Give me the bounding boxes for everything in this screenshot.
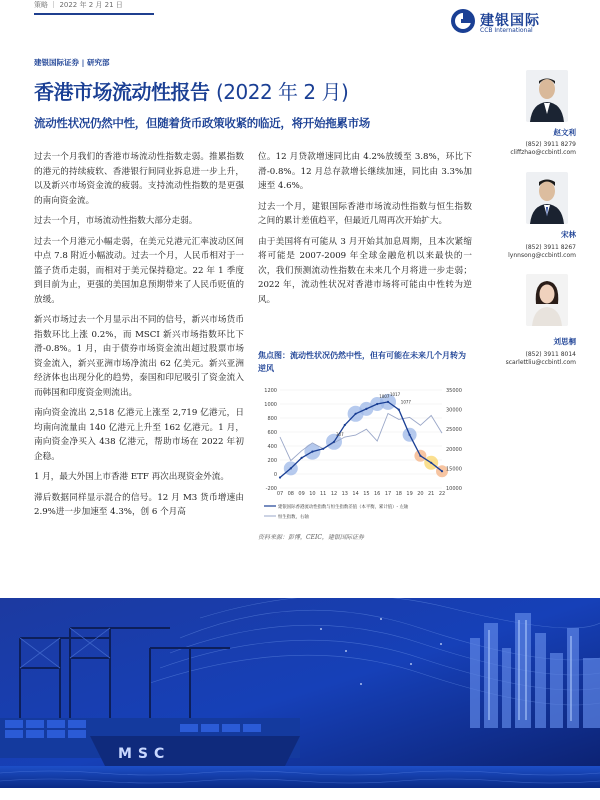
y-right-tick-label: 30000	[446, 407, 462, 414]
paragraph: 由于美国将有可能从 3 月开始其加息周期，且本次紧缩将可能是 2007-2009 年全球金融危机以来最快的一次，我们预测流动性指数在未来几个月将进一步走弱；2022 年，流动性状况对香港市场将可能由中性转为逆风。	[258, 236, 472, 305]
paragraph: 过去一个月，建银国际香港市场流动性指数与恒生指数之间的累计差值趋平，但最近几周再次开始扩大。	[258, 201, 472, 226]
report-subtitle: 流动性状况仍然中性，但随着货币政策收紧的临近，将开始拖累市场	[34, 116, 370, 130]
ship-label: MSC	[118, 746, 171, 762]
report-title-date: (2022 年 2 月)	[215, 80, 349, 104]
y-left-tick-label: 1200	[264, 388, 277, 394]
analyst-name: 宋林	[561, 230, 576, 239]
series-liquidity-point	[419, 455, 421, 457]
series-liquidity-point	[344, 424, 346, 426]
report-topline: 策略 ｜ 2022 年 2 月 21 日	[34, 1, 123, 9]
y-left-tick-label: 200	[267, 458, 277, 464]
paragraph: 位。12 月贷款增速同比由 4.2%放缓至 3.8%，环比下滑-0.8%。12 月总存款增长继续加速，同比由 3.3%加速至 4.6%。	[258, 152, 472, 191]
analyst-card	[478, 70, 578, 160]
x-tick-label: 07	[276, 491, 284, 497]
ccbi-logo-icon	[450, 8, 476, 34]
analyst-photo	[526, 70, 568, 122]
point-annotation: 1077	[400, 399, 411, 405]
port-city-banner	[0, 598, 600, 788]
y-left-tick-label: 1000	[264, 402, 277, 408]
analyst-avatar-icon	[526, 172, 568, 224]
body-column-right	[258, 150, 472, 313]
report-title-main: 香港市场流动性报告	[34, 80, 216, 104]
series-liquidity-point	[365, 408, 367, 410]
series-liquidity-point	[333, 441, 335, 443]
series-liquidity-point	[355, 413, 357, 415]
analyst-email[interactable]: cliffzhao@ccbintl.com	[510, 149, 576, 156]
analyst-phone: (852) 3911 8014	[525, 351, 576, 358]
paragraph: 过去一个月，市场流动性指数大部分走弱。	[34, 216, 198, 226]
analyst-email[interactable]: lynnsong@ccbintl.com	[508, 252, 576, 259]
series-liquidity-point	[441, 470, 443, 472]
y-left-tick-label: 0	[273, 472, 277, 478]
analyst-name: 刘思桐	[553, 337, 576, 346]
point-annotation: 1007	[379, 394, 390, 399]
footer-strip	[0, 790, 600, 800]
y-right-tick-label: 15000	[446, 466, 462, 473]
x-tick-label: 17	[384, 491, 392, 497]
series-liquidity-point	[398, 409, 400, 411]
series-liquidity-point	[376, 403, 378, 405]
body-column-left	[34, 150, 244, 526]
paragraph: 过去一个月我们的香港市场流动性指数走弱。推累指数的港元的持续疲软、香港银行间同业拆息进一步上升，以及新兴市场资金流的疲弱。支持流动性指数的是更强的南向资金流。	[34, 152, 244, 206]
x-tick-label: 13	[341, 491, 348, 497]
analyst-photo	[526, 274, 568, 326]
x-tick-label: 11	[320, 491, 327, 497]
x-tick-label: 18	[395, 491, 402, 497]
series-liquidity-point	[387, 401, 389, 403]
header-rule	[34, 13, 154, 15]
analyst-photo	[526, 172, 568, 224]
liquidity-chart	[258, 384, 472, 526]
series-liquidity-point	[290, 467, 292, 469]
analyst-phone: (852) 3911 8279	[525, 141, 576, 148]
report-title	[34, 76, 348, 105]
analyst-card	[478, 172, 578, 262]
analyst-avatar-icon	[526, 70, 568, 122]
paragraph: 滞后数据同样显示混合的信号。12 月 M3 货币增速由 2.9%进一步加速至 4.3%，创 6 个月高	[34, 492, 244, 517]
x-tick-label: 08	[287, 491, 294, 497]
ccbi-logo	[450, 8, 575, 36]
paragraph: 南向资金流出 2,518 亿港元上涨至 2,719 亿港元，日均南向流量由 140 亿港元上升至 162 亿港元。1 月，南向资金净买入 438 亿港元，帮助市场在 2022 年初企稳。	[34, 408, 244, 462]
point-annotation: 1017	[390, 391, 401, 397]
y-right-tick-label: 20000	[446, 446, 462, 453]
series-liquidity-point	[301, 457, 303, 459]
x-tick-label: 22	[438, 491, 446, 497]
chart-source: 资料来源：彭博，CEIC，建银国际证券	[258, 534, 364, 541]
analyst-avatar-icon	[526, 274, 568, 326]
focus-chart-title: 焦点图：流动性状况仍然中性，但有可能在未来几个月转为逆风	[258, 351, 466, 373]
x-tick-label: 10	[309, 491, 316, 497]
paragraph: 新兴市场过去一个月显示出不同的信号，新兴市场货币指数环比上涨 0.2%，而 MSCI 新兴市场指数环比下滑-0.8%。1 月，由于债券市场资金流出超过股票市场资金流入，新兴亚洲市场净流出 62 亿美元。新兴亚洲经济体也出现分化的趋势，泰国和印尼吸引了资金流入而韩国和印度资金则流出。	[34, 315, 244, 398]
series-liquidity-point	[409, 434, 411, 436]
series-liquidity-point	[430, 462, 432, 464]
x-tick-label: 19	[406, 491, 413, 497]
paragraph: 1 月，最大外国上市香港 ETF 再次出现资金外流。	[34, 472, 229, 482]
x-tick-label: 14	[352, 491, 359, 497]
logo-text-en: CCB International	[480, 27, 533, 34]
department-label: 建银国际证券 | 研究部	[34, 58, 110, 67]
analyst-email[interactable]: scarlettliu@ccbintl.com	[505, 359, 576, 366]
legend-label-index: 建银国际香港流动性指数与恒生指数差值（本平衡，累计值）- 左轴	[278, 505, 409, 510]
y-left-tick-label: 400	[267, 444, 277, 450]
y-right-tick-label: 25000	[446, 427, 462, 434]
x-tick-label: 09	[298, 491, 305, 497]
y-right-tick-label: 35000	[446, 388, 462, 394]
point-annotation: 307	[336, 431, 344, 437]
logo-text-cn: 建银国际	[480, 13, 540, 29]
paragraph: 过去一个月港元小幅走弱，在美元兑港元汇率波动区间中点 7.8 附近小幅波动。过去一个月，人民币相对于一篮子货币走弱，而相对于美元保持稳定。22 年 1 季度到目前为止，更强的美国加息预期带来了人民币贬值的放缓。	[34, 236, 244, 305]
analyst-name: 赵文利	[553, 128, 576, 137]
series-liquidity-point	[279, 476, 281, 478]
analyst-phone: (852) 3911 8267	[525, 244, 576, 251]
x-tick-label: 20	[417, 491, 424, 497]
series-liquidity-point	[311, 451, 313, 453]
y-left-tick-label: 800	[267, 416, 277, 422]
analyst-card	[478, 274, 578, 364]
series-liquidity-point	[322, 448, 324, 450]
x-tick-label: 12	[330, 491, 338, 497]
x-tick-label: 16	[374, 491, 381, 497]
y-right-tick-label: 10000	[446, 486, 462, 492]
y-left-tick-label: 600	[267, 430, 277, 436]
x-tick-label: 21	[428, 491, 435, 497]
x-tick-label: 15	[363, 491, 370, 497]
legend-label-hsi: 恒生指数，右轴	[278, 515, 309, 520]
y-left-tick-label: -200	[265, 486, 277, 492]
